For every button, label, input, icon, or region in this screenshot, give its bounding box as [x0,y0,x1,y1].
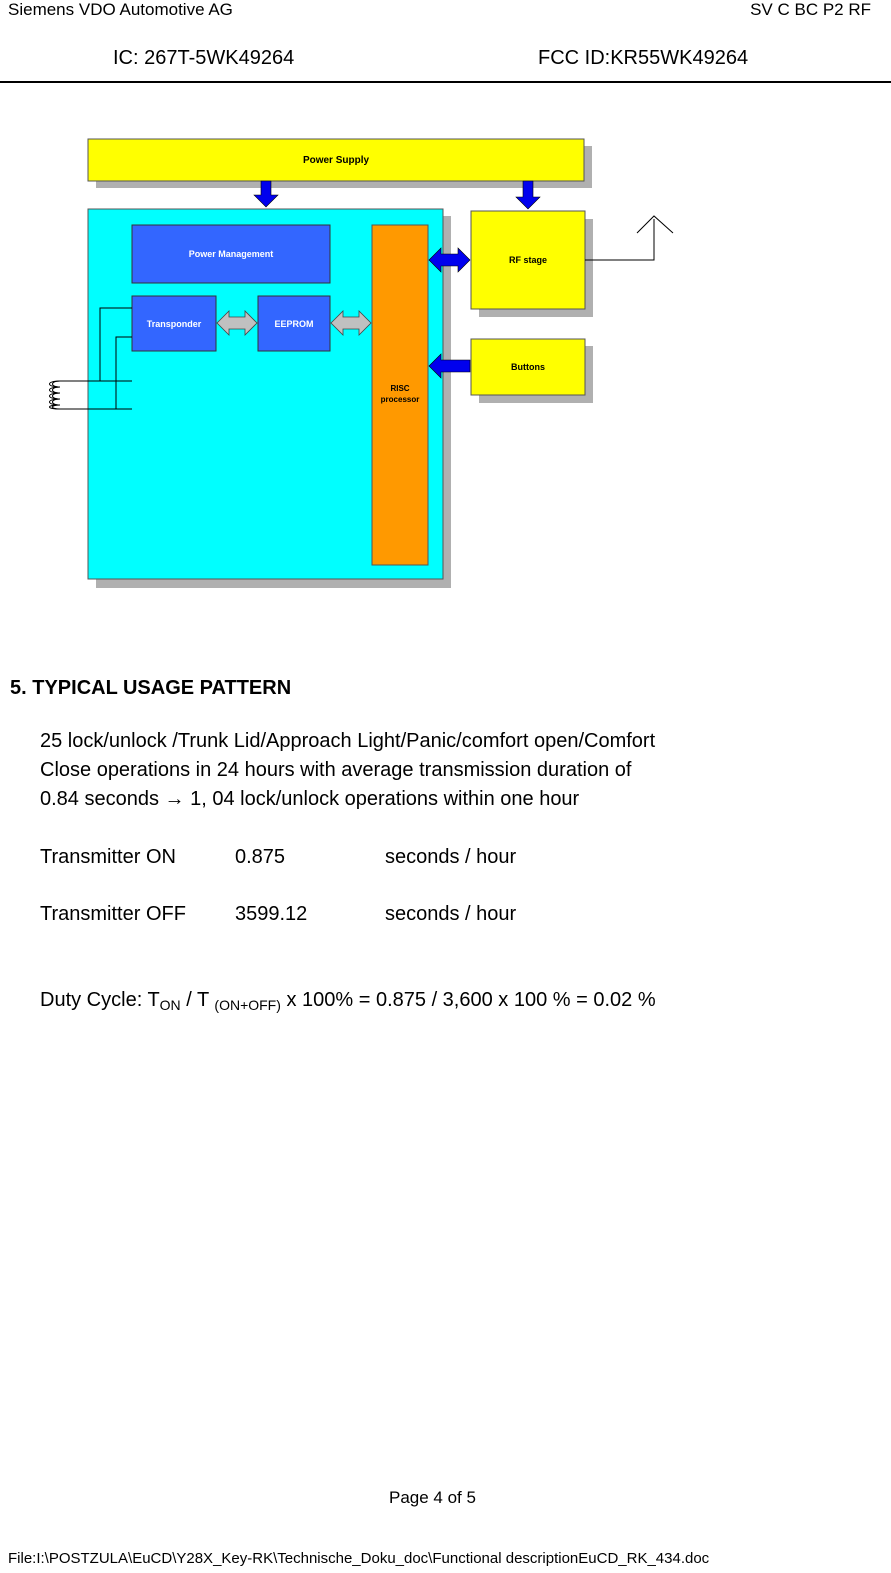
tx-on-label: Transmitter ON [40,846,176,868]
page-number: Page 4 of 5 [389,1488,476,1507]
power-supply-label: Power Supply [302,155,370,166]
block-diagram [30,125,690,605]
duty-suffix: x 100% = 0.875 / 3,600 x 100 % = 0.02 % [280,989,656,1011]
fcc-id: FCC ID:KR55WK49264 [538,47,749,69]
section-heading: 5. TYPICAL USAGE PATTERN [10,677,292,699]
tx-off-label: Transmitter OFF [40,903,186,925]
transponder-label: Transponder [146,319,202,329]
duty-cycle-formula [40,989,656,1013]
duty-prefix: Duty Cycle: T [40,989,160,1011]
usage-text-line1: 25 lock/unlock /Trunk Lid/Approach Light/Panic/comfort open/Comfort [40,730,656,752]
coil-icon [50,381,61,409]
tx-off-unit: seconds / hour [385,903,517,925]
eeprom-label: EEPROM [274,319,314,329]
risc-label-line2: processor [380,395,420,404]
header-rule [0,81,891,83]
usage-text-line2: Close operations in 24 hours with average transmission duration of [40,759,632,781]
ic-number: IC: 267T-5WK49264 [113,47,295,69]
tx-on-unit: seconds / hour [385,846,517,868]
file-path: File:I:\POSTZULA\EuCD\Y28X_Key-RK\Technische_Doku_doc\Functional descriptionEuCD_RK_434.doc [8,1550,710,1567]
rf-stage-label: RF stage [508,255,548,265]
tx-on-value: 0.875 [235,846,286,868]
company-name: Siemens VDO Automotive AG [8,0,233,19]
department-code: SV C BC P2 RF [750,0,871,19]
power-management-label: Power Management [188,249,274,259]
risc-label-line1: RISC [390,384,410,393]
tx-off-value: 3599.12 [235,903,308,925]
duty-sub-onoff: (ON+OFF) [214,997,281,1013]
usage-text-line3: 0.84 seconds → 1, 04 lock/unlock operations within one hour [40,788,580,810]
antenna-icon [585,216,673,260]
buttons-label: Buttons [511,362,545,372]
duty-sub-on: ON [159,997,181,1013]
duty-mid: / T [180,989,215,1011]
